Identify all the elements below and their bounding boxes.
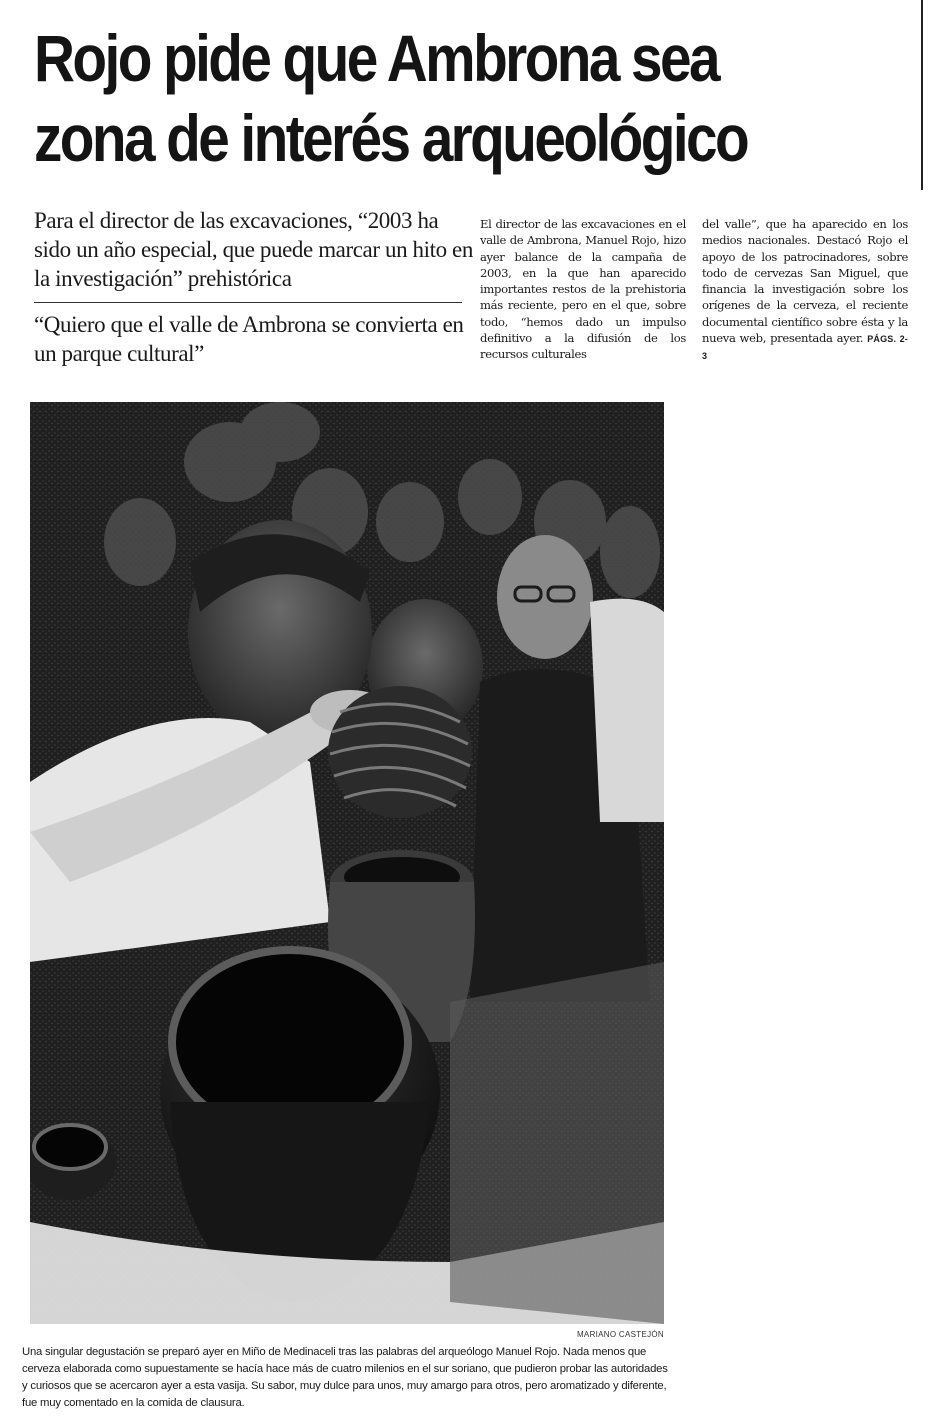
photo-illustration <box>30 402 664 1324</box>
headline-line-2: zona de interés arqueológico <box>34 101 748 175</box>
headline <box>34 18 791 178</box>
body-column-1: El director de las excavaciones en el valle de Ambrona, Manuel Rojo, hizo ayer balance de la campaña de 2003, en la que han aparecido importantes restos de la prehistoria más reciente, pero en el que, sobre todo, “hemos dado un impulso definitivo a la difusión de los recursos culturales <box>480 217 686 362</box>
photo-credit: MARIANO CASTEJÓN <box>576 1330 664 1339</box>
headline-line-1: Rojo pide que Ambrona sea <box>34 21 718 95</box>
body-column-2-text: del valle”, que ha aparecido en los medios nacionales. Destacó Rojo el apoyo de los patrocinadores, sobre todo de cervezas San Miguel, que financia la investigación sobre los orígenes de la cerveza, el reciente documental científico sobre ésta y la nueva web, presentada ayer. <box>702 217 908 346</box>
page-reference: PÁGS. 2-3 <box>702 334 908 362</box>
pull-quote: “Quiero que el valle de Ambrona se convierta en un parque cultural” <box>34 312 464 366</box>
subhead-divider <box>34 302 462 303</box>
body-column-2 <box>702 216 908 365</box>
news-photo <box>30 402 664 1324</box>
photo-caption: Una singular degustación se preparó ayer en Miño de Medinaceli tras las palabras del arqueólogo Manuel Rojo. Nada menos que cerveza elaborada como supuestamente se hacía hace más de cuatro milenios en el sur soriano, que pudieron probar las autoridades y curiosos que se acercaron ayer a esta vasija. Su sabor, muy dulce para unos, muy amargo para otros, pero aromatizado y diferente, fue muy comentado en la comida de clausura. <box>22 1346 668 1409</box>
subheadline: Para el director de las excavaciones, “2003 ha sido un año especial, que puede marcar un hito en la investigación” prehistórica <box>34 208 473 291</box>
page-edge-rule <box>921 0 923 190</box>
